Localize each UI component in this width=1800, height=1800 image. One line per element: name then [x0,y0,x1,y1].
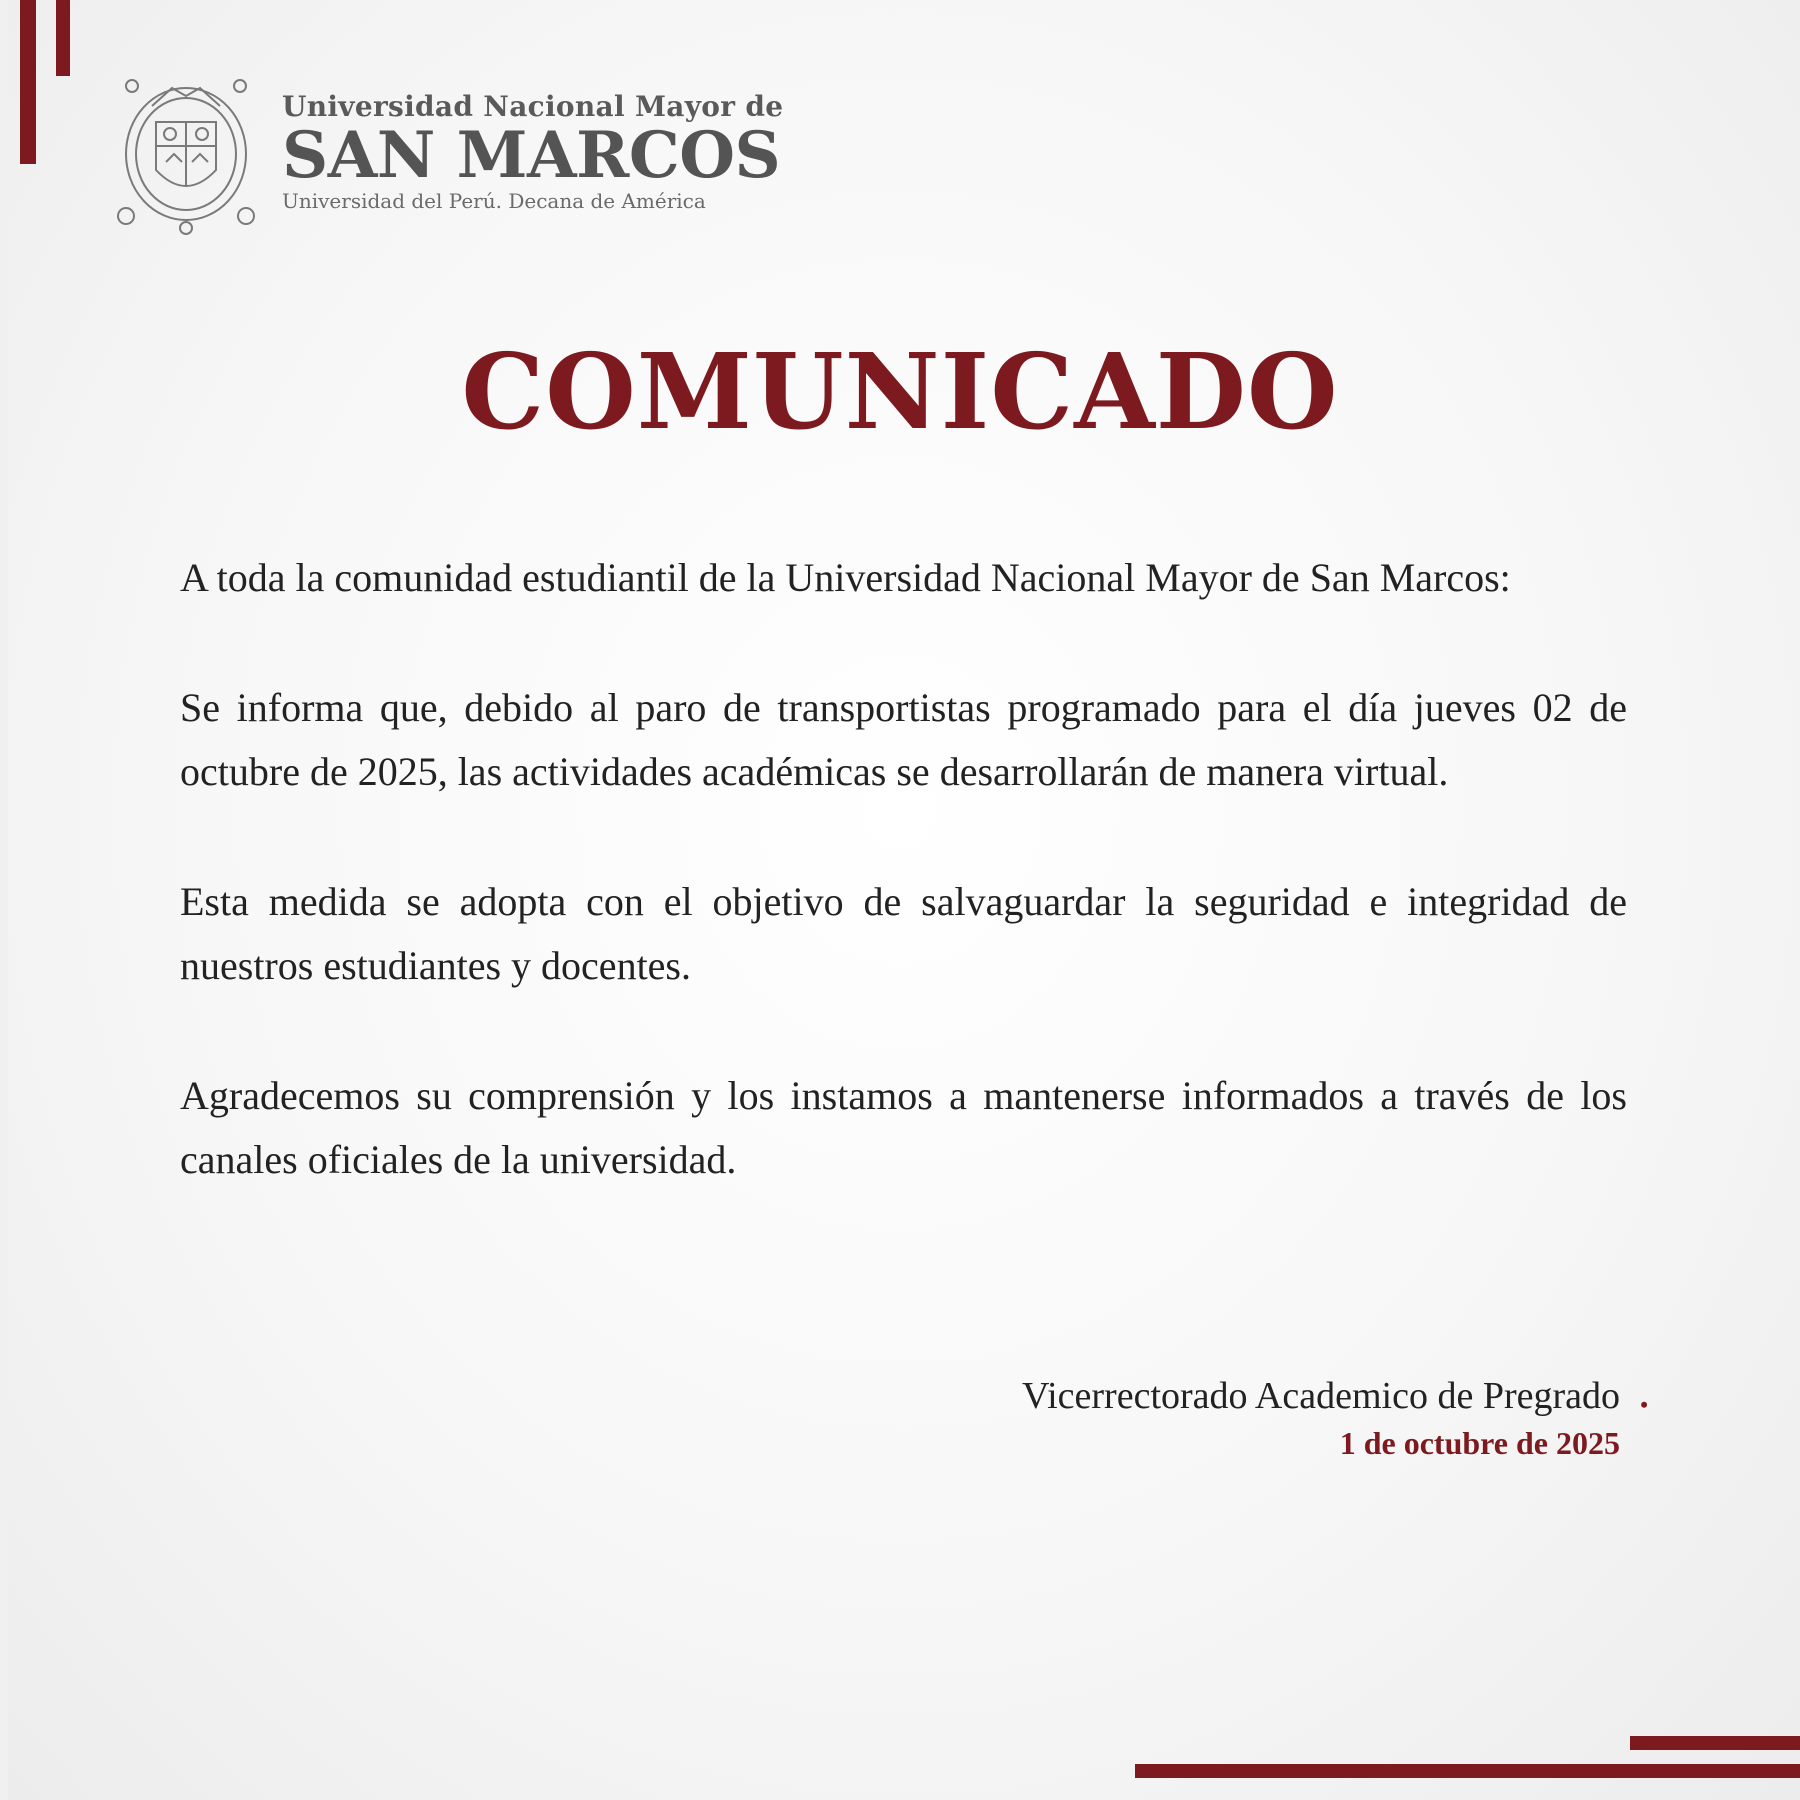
paragraph-purpose: Esta medida se adopta con el objetivo de salvaguardar la seguridad e integridad de nuestros estudiantes y docentes. [180,879,1627,988]
decorative-bar-top-left [20,0,36,164]
logo-text-tagline: Universidad del Perú. Decana de América [282,189,706,213]
signature-office: Vicerrectorado Academico de Pregrado [1021,1375,1620,1417]
decorative-bar-bottom-right-short [1630,1736,1800,1750]
page-title: COMUNICADO [461,330,1339,453]
university-logo [112,66,784,246]
signature-block [1021,1372,1648,1466]
logo-text-san-marcos: SAN MARCOS [282,118,781,193]
paragraph-notice: Se informa que, debido al paro de transportistas programado para el día jueves 02 de octubre de 2025, las actividades académicas se desarrollarán de manera virtual. [180,685,1627,794]
decorative-bar-top-left-short [56,0,70,76]
university-seal-icon [112,66,260,238]
paragraph-closing: Agradecemos su comprensión y los instamos a mantenerse informados a través de los canales oficiales de la universidad. [180,1073,1627,1182]
decorative-bar-bottom-right [1135,1764,1800,1778]
decorative-mark-icon: • [1640,1392,1648,1417]
left-edge-strip [0,0,8,1800]
logo-text-line1: Universidad Nacional Mayor de [282,90,784,123]
signature-date: 1 de octubre de 2025 [1339,1425,1620,1461]
paragraph-greeting: A toda la comunidad estudiantil de la Universidad Nacional Mayor de San Marcos: [180,555,1511,600]
announcement-body [180,546,1627,1258]
